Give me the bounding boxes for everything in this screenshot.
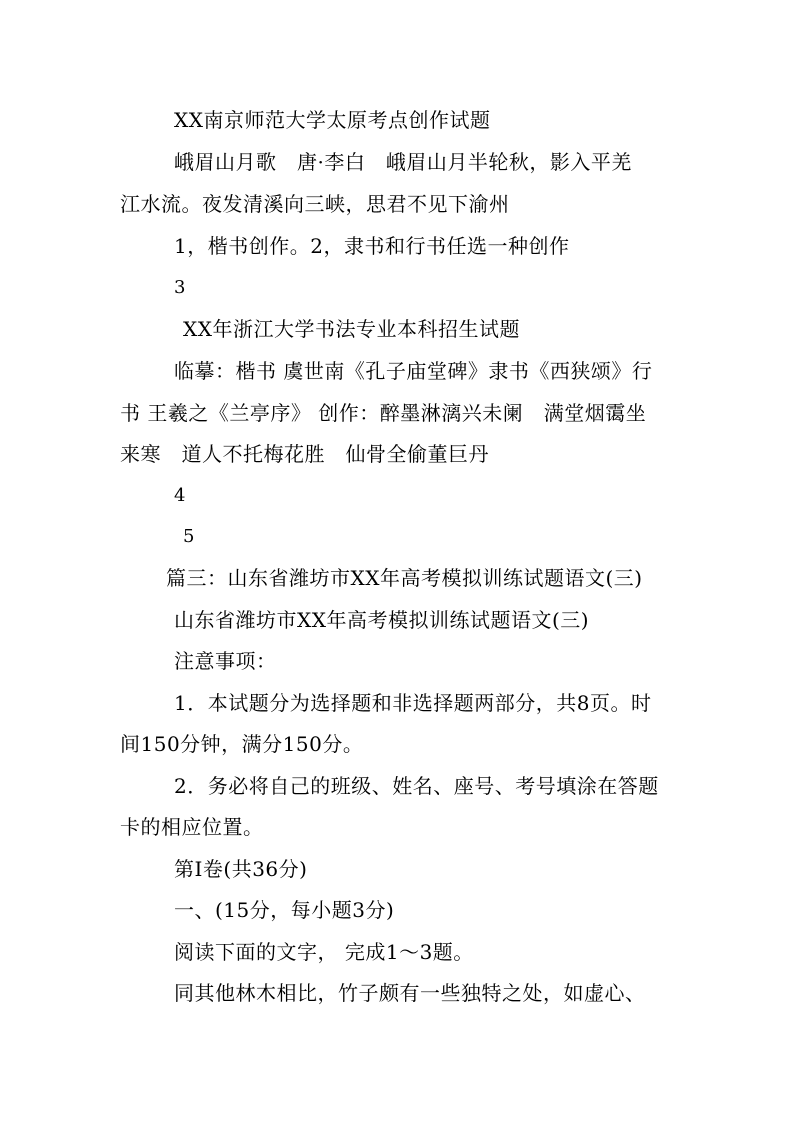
page-number: 4 (174, 485, 186, 506)
paragraph-line: 卡的相应位置。 (120, 815, 264, 839)
paragraph-line: 峨眉山月歌 唐·李白 峨眉山月半轮秋，影入平羌 (174, 150, 632, 174)
paragraph-line: 江水流。夜发清溪向三峡，思君不见下渝州 (120, 192, 510, 216)
paragraph-line: 阅读下面的文字， 完成1～3题。 (174, 940, 474, 964)
section-heading: 篇三：山东省潍坊市XX年高考模拟训练试题语文(三) (166, 566, 643, 590)
page-number: 5 (183, 526, 195, 547)
volume-heading: 第Ⅰ卷(共36分) (174, 857, 308, 881)
paragraph-line: 来寒 道人不托梅花胜 仙骨全偷董巨丹 (120, 442, 489, 466)
paragraph-line: 1．本试题分为选择题和非选择题两部分，共8页。时 (174, 691, 652, 715)
exam-title-zhejiang: XX年浙江大学书法专业本科招生试题 (183, 317, 520, 341)
exam-title-shandong: 山东省潍坊市XX年高考模拟训练试题语文(三) (174, 608, 590, 632)
paragraph-line: 书 王羲之《兰亭序》 创作：醉墨淋漓兴未阑 满堂烟霭坐 (120, 401, 647, 425)
paragraph-line: 间150分钟，满分150分。 (120, 732, 364, 756)
paragraph-line: 同其他林木相比，竹子颇有一些独特之处，如虚心、 (174, 981, 646, 1005)
paragraph-line: 1，楷书创作。2，隶书和行书任选一种创作 (174, 234, 570, 258)
paragraph-line: 临摹：楷书 虞世南《孔子庙堂碑》隶书《西狭颂》行 (174, 359, 653, 383)
page-number: 3 (174, 277, 186, 298)
question-section-heading: 一、(15分，每小题3分) (174, 898, 395, 922)
notice-heading: 注意事项： (174, 649, 277, 673)
paragraph-line: 2．务必将自己的班级、姓名、座号、考号填涂在答题 (174, 774, 659, 798)
exam-title-nanjing: XX南京师范大学太原考点创作试题 (174, 108, 491, 132)
